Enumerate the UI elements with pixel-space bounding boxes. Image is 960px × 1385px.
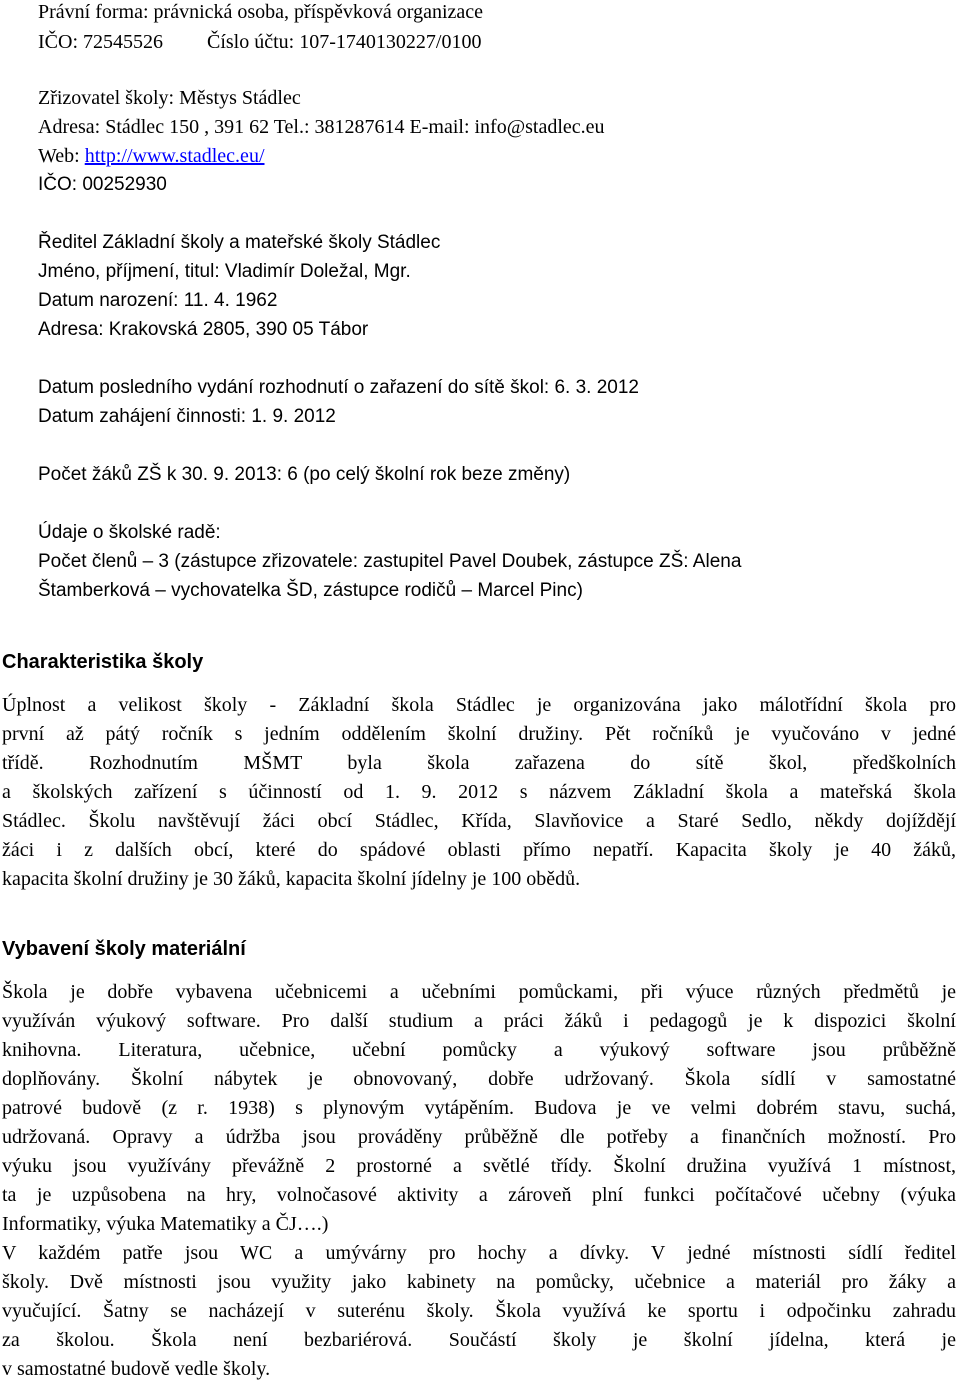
characteristics-line: třídě. Rozhodnutím MŠMT byla škola zařazena do sítě škol, předškolních [2,752,956,774]
founder-address: Adresa: Stádlec 150 , 391 62 Tel.: 381287614 E-mail: info@stadlec.eu [38,116,605,138]
equipment-last-line: v samostatné budově vedle školy. [2,1358,271,1380]
equipment-line: za školou. Škola není bezbariérová. Součástí školy je školní jídelna, která je [2,1329,956,1351]
founder-title: Zřizovatel školy: Městys Stádlec [38,87,301,109]
web-label: Web: [38,145,85,167]
director-title: Ředitel Základní školy a mateřské školy Stádlec [38,232,441,253]
equipment-line: patrové budově (z r. 1938) s plynovým vytápěním. Budova je ve velmi dobrém stavu, suchá, [2,1097,956,1119]
director-name: Jméno, příjmení, titul: Vladimír Doležal, Mgr. [38,261,411,282]
equipment-line: knihovna. Literatura, učebnice, učební pomůcky a výukový software jsou průběžně [2,1039,956,1061]
board-title: Údaje o školské radě: [38,522,221,543]
founder-web [38,144,265,168]
characteristics-line: Stádlec. Školu navštěvují žáci obcí Stádlec, Křída, Slavňovice a Staré Sedlo, někdy dojíždějí [2,810,956,832]
characteristics-line: žáci i z dalších obcí, které do spádové oblasti přímo nepatří. Kapacita školy je 40 žáků, [2,839,956,861]
equipment-line: V každém patře jsou WC a umývárny pro hochy a dívky. V jedné místnosti sídlí ředitel [2,1242,956,1264]
characteristics-line: Úplnost a velikost školy - Základní škola Stádlec je organizována jako málotřídní škola pro [2,694,956,716]
director-birth: Datum narození: 11. 4. 1962 [38,290,278,311]
equipment-line: doplňovány. Školní nábytek je obnovovaný, dobře udržovaný. Škola sídlí v samostatné [2,1068,956,1090]
equipment-line: školy. Dvě místnosti jsou využity jako kabinety na pomůcky, učebnice a materiál pro žáky a [2,1271,956,1293]
board-members-line1: Počet členů – 3 (zástupce zřizovatele: zastupitel Pavel Doubek, zástupce ZŠ: Alena [38,551,742,572]
equipment-line: udržovaná. Opravy a údržba jsou prováděny průběžně dle potřeby a finančních možností. Pro [2,1126,956,1148]
school-ico-and-account [38,30,481,54]
director-address: Adresa: Krakovská 2805, 390 05 Tábor [38,319,369,340]
founder-ico: IČO: 00252930 [38,174,167,195]
equipment-line: využíván výukový software. Pro další studium a práci žáků i pedagogů je k dispozici školní [2,1010,956,1032]
equipment-line: výuku jsou využívány převážně 2 prostorné a světlé třídy. Školní družina využívá 1 místnost, [2,1155,956,1177]
characteristics-line: a školských zařízení s účinností od 1. 9. 2012 s názvem Základní škola a mateřská škola [2,781,956,803]
pupil-count: Počet žáků ZŠ k 30. 9. 2013: 6 (po celý školní rok beze změny) [38,464,571,485]
equipment-line: vyučující. Šatny se nacházejí v suterénu školy. Škola využívá ke sportu i odpočinku zahradu [2,1300,956,1322]
characteristics-line: první až pátý ročník s jedním oddělením školní družiny. Pět ročníků je vyučováno v jedné [2,723,956,745]
equipment-line: Škola je dobře vybavena učebnicemi a učebními pomůckami, při výuce různých předmětů je [2,981,956,1003]
characteristics-heading: Charakteristika školy [2,651,204,673]
equipment-line: ta je uzpůsobena na hry, volnočasové aktivity a zároveň plní funkci počítačové učebny (výuka [2,1184,956,1206]
legal-form: Právní forma: právnická osoba, příspěvková organizace [38,1,484,23]
equipment-heading: Vybavení školy materiální [2,938,246,960]
decision-date: Datum posledního vydání rozhodnutí o zařazení do sítě škol: 6. 3. 2012 [38,377,639,398]
start-date: Datum zahájení činnosti: 1. 9. 2012 [38,406,336,427]
web-link[interactable]: http://www.stadlec.eu/ [84,145,265,167]
equipment-line-end: Informatiky, výuka Matematiky a ČJ….) [2,1213,329,1235]
bank-account: Číslo účtu: 107-1740130227/0100 [207,31,482,53]
characteristics-last-line: kapacita školní družiny je 30 žáků, kapacita školní jídelny je 100 obědů. [2,868,581,890]
school-ico: IČO: 72545526 [38,31,163,53]
board-members-line2: Štamberková – vychovatelka ŠD, zástupce rodičů – Marcel Pinc) [38,580,583,601]
